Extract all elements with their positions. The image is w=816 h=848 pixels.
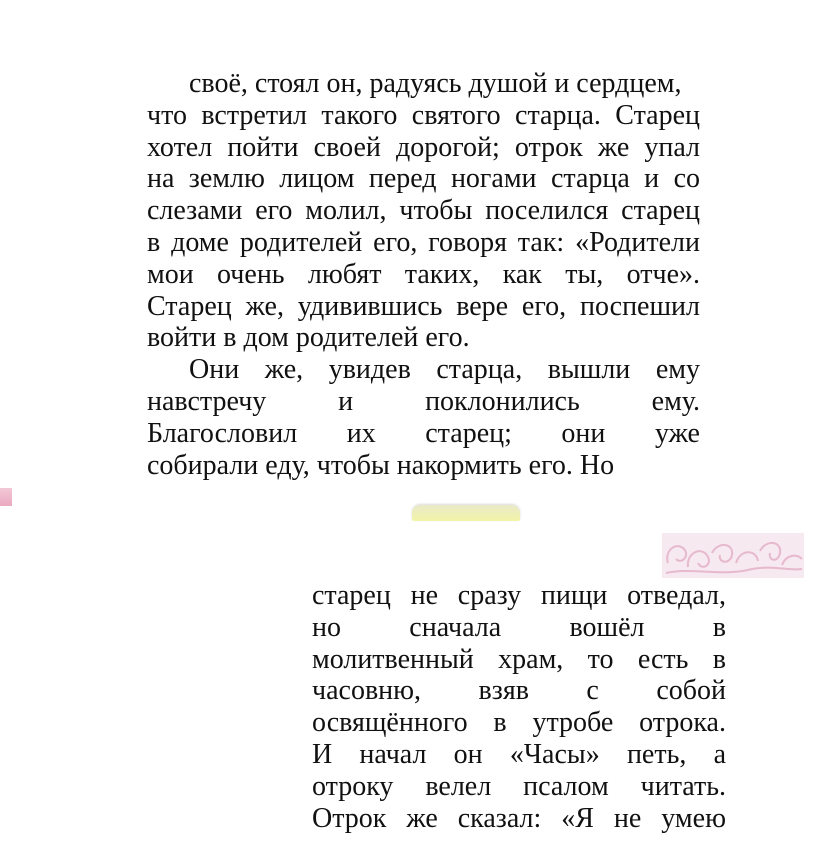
text-line: И начал он «Часы» петь, а [312, 738, 726, 770]
text-line: Они же, увидев старца, вышли ему [189, 354, 700, 386]
floral-ornament-icon [662, 533, 804, 578]
paragraph-2 [147, 354, 700, 481]
text-line: часовню, взяв с собой [312, 675, 726, 707]
text-line: в доме родителей его, говоря так: «Родители [147, 226, 700, 258]
text-line: отроку велел псалом читать. [312, 770, 726, 802]
page-tab-marker [412, 505, 520, 521]
text-line: слезами его молил, чтобы поселился старец [147, 195, 700, 227]
text-line: старец не сразу пищи отведал, [312, 580, 726, 611]
text-line: войти в дом родителей его. [147, 322, 470, 354]
text-line: собирали еду, чтобы накормить его. Но [147, 449, 615, 481]
text-line: освящённого в утробе отрока. [312, 707, 726, 739]
text-line: своё, стоял он, радуясь душой и сердцем, [189, 68, 682, 99]
text-line: Старец же, удивившись вере его, поспешил [147, 290, 700, 322]
text-line: Благословил их старец; они уже [147, 417, 700, 449]
text-line: навстречу и поклонились ему. [147, 385, 700, 417]
text-line: что встретил такого святого старца. Старец [147, 99, 700, 131]
text-line: молитвенный храм, то есть в [312, 643, 726, 675]
paragraph-1 [147, 68, 700, 354]
text-block-top [147, 68, 700, 481]
text-line: хотел пойти своей дорогой; отрок же упал [147, 131, 700, 163]
text-line: но сначала вошёл в [312, 611, 726, 643]
text-line: на землю лицом перед ногами старца и со [147, 163, 700, 195]
text-line: Отрок же сказал: «Я не умею [312, 802, 726, 834]
page-edge-mark [0, 488, 12, 506]
text-block-bottom [312, 580, 726, 834]
ornament-decoration [662, 533, 804, 578]
text-line: мои очень любят таких, как ты, отче». [147, 258, 700, 290]
